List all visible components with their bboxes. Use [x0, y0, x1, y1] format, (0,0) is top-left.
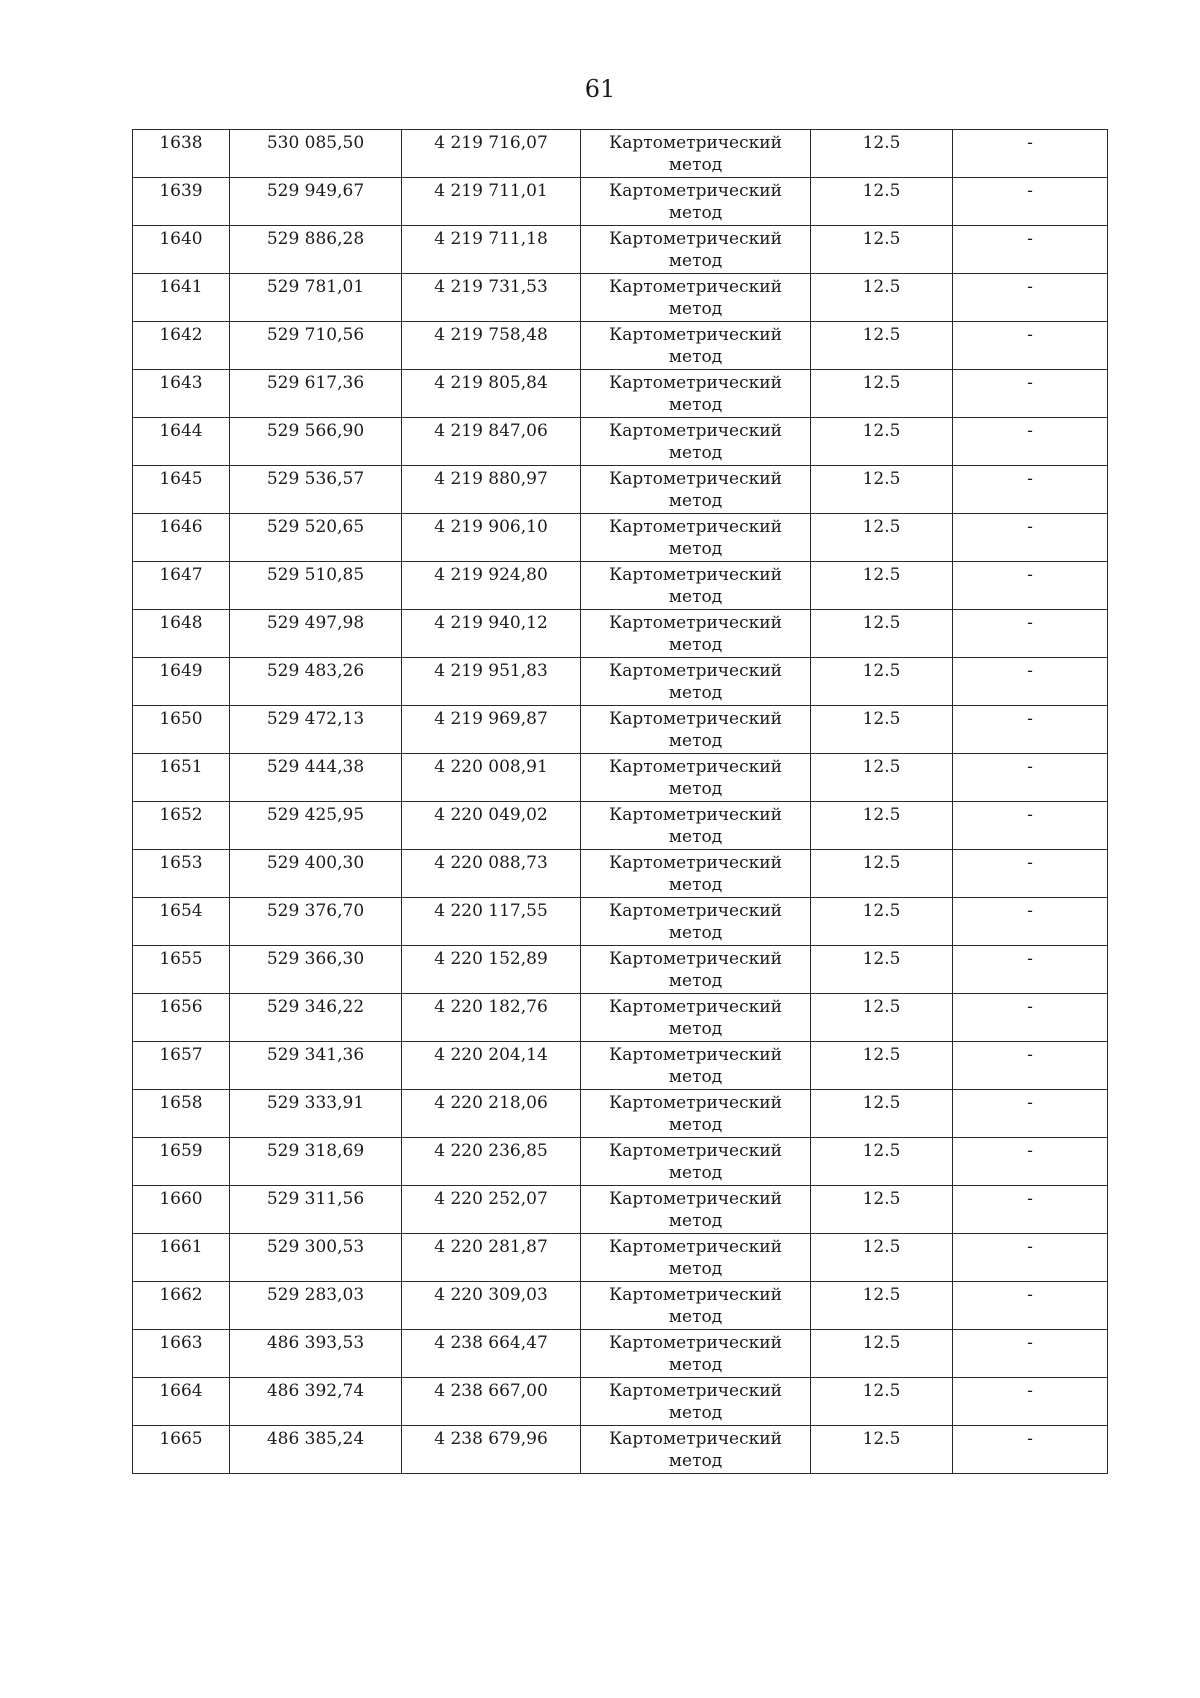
- method-cell: Картометрический метод: [581, 610, 811, 658]
- table-row: [133, 1090, 1108, 1138]
- point-number-cell: 1659: [133, 1138, 230, 1186]
- table-row: [133, 850, 1108, 898]
- note-cell: -: [953, 178, 1108, 226]
- x-coordinate-cell: 529 710,56: [230, 322, 402, 370]
- y-coordinate-cell: 4 219 758,48: [402, 322, 581, 370]
- accuracy-cell: 12.5: [811, 466, 953, 514]
- table-row: [133, 418, 1108, 466]
- table-row: [133, 1186, 1108, 1234]
- accuracy-cell: 12.5: [811, 1090, 953, 1138]
- method-cell: Картометрический метод: [581, 658, 811, 706]
- point-number-cell: 1661: [133, 1234, 230, 1282]
- y-coordinate-cell: 4 219 880,97: [402, 466, 581, 514]
- accuracy-cell: 12.5: [811, 1138, 953, 1186]
- y-coordinate-cell: 4 219 731,53: [402, 274, 581, 322]
- point-number-cell: 1665: [133, 1426, 230, 1474]
- x-coordinate-cell: 486 392,74: [230, 1378, 402, 1426]
- accuracy-cell: 12.5: [811, 274, 953, 322]
- y-coordinate-cell: 4 238 667,00: [402, 1378, 581, 1426]
- table-row: [133, 1330, 1108, 1378]
- accuracy-cell: 12.5: [811, 1186, 953, 1234]
- accuracy-cell: 12.5: [811, 1426, 953, 1474]
- x-coordinate-cell: 529 497,98: [230, 610, 402, 658]
- note-cell: -: [953, 658, 1108, 706]
- accuracy-cell: 12.5: [811, 418, 953, 466]
- accuracy-cell: 12.5: [811, 322, 953, 370]
- table-row: [133, 130, 1108, 178]
- point-number-cell: 1660: [133, 1186, 230, 1234]
- accuracy-cell: 12.5: [811, 1378, 953, 1426]
- accuracy-cell: 12.5: [811, 130, 953, 178]
- table-row: [133, 994, 1108, 1042]
- note-cell: -: [953, 130, 1108, 178]
- method-cell: Картометрический метод: [581, 370, 811, 418]
- table-row: [133, 898, 1108, 946]
- method-cell: Картометрический метод: [581, 1330, 811, 1378]
- method-cell: Картометрический метод: [581, 178, 811, 226]
- point-number-cell: 1653: [133, 850, 230, 898]
- y-coordinate-cell: 4 219 924,80: [402, 562, 581, 610]
- table-row: [133, 802, 1108, 850]
- table-row: [133, 946, 1108, 994]
- y-coordinate-cell: 4 220 252,07: [402, 1186, 581, 1234]
- table-row: [133, 1378, 1108, 1426]
- coordinates-table-body: [133, 130, 1108, 1474]
- y-coordinate-cell: 4 219 969,87: [402, 706, 581, 754]
- point-number-cell: 1651: [133, 754, 230, 802]
- x-coordinate-cell: 529 283,03: [230, 1282, 402, 1330]
- accuracy-cell: 12.5: [811, 754, 953, 802]
- note-cell: -: [953, 370, 1108, 418]
- note-cell: -: [953, 466, 1108, 514]
- y-coordinate-cell: 4 238 664,47: [402, 1330, 581, 1378]
- point-number-cell: 1648: [133, 610, 230, 658]
- y-coordinate-cell: 4 220 236,85: [402, 1138, 581, 1186]
- point-number-cell: 1641: [133, 274, 230, 322]
- y-coordinate-cell: 4 220 182,76: [402, 994, 581, 1042]
- accuracy-cell: 12.5: [811, 898, 953, 946]
- note-cell: -: [953, 1282, 1108, 1330]
- y-coordinate-cell: 4 238 679,96: [402, 1426, 581, 1474]
- table-row: [133, 1042, 1108, 1090]
- y-coordinate-cell: 4 219 847,06: [402, 418, 581, 466]
- y-coordinate-cell: 4 220 152,89: [402, 946, 581, 994]
- method-cell: Картометрический метод: [581, 802, 811, 850]
- y-coordinate-cell: 4 220 049,02: [402, 802, 581, 850]
- method-cell: Картометрический метод: [581, 562, 811, 610]
- x-coordinate-cell: 529 510,85: [230, 562, 402, 610]
- point-number-cell: 1654: [133, 898, 230, 946]
- x-coordinate-cell: 529 483,26: [230, 658, 402, 706]
- method-cell: Картометрический метод: [581, 1186, 811, 1234]
- accuracy-cell: 12.5: [811, 946, 953, 994]
- accuracy-cell: 12.5: [811, 1042, 953, 1090]
- y-coordinate-cell: 4 220 008,91: [402, 754, 581, 802]
- note-cell: -: [953, 898, 1108, 946]
- method-cell: Картометрический метод: [581, 754, 811, 802]
- accuracy-cell: 12.5: [811, 1330, 953, 1378]
- accuracy-cell: 12.5: [811, 706, 953, 754]
- x-coordinate-cell: 529 444,38: [230, 754, 402, 802]
- note-cell: -: [953, 706, 1108, 754]
- point-number-cell: 1647: [133, 562, 230, 610]
- note-cell: -: [953, 1090, 1108, 1138]
- method-cell: Картометрический метод: [581, 1282, 811, 1330]
- point-number-cell: 1646: [133, 514, 230, 562]
- method-cell: Картометрический метод: [581, 226, 811, 274]
- point-number-cell: 1649: [133, 658, 230, 706]
- table-row: [133, 1282, 1108, 1330]
- point-number-cell: 1662: [133, 1282, 230, 1330]
- y-coordinate-cell: 4 220 088,73: [402, 850, 581, 898]
- method-cell: Картометрический метод: [581, 130, 811, 178]
- accuracy-cell: 12.5: [811, 1234, 953, 1282]
- coordinates-table: [132, 129, 1108, 1474]
- accuracy-cell: 12.5: [811, 1282, 953, 1330]
- y-coordinate-cell: 4 219 906,10: [402, 514, 581, 562]
- method-cell: Картометрический метод: [581, 1090, 811, 1138]
- y-coordinate-cell: 4 219 951,83: [402, 658, 581, 706]
- x-coordinate-cell: 486 385,24: [230, 1426, 402, 1474]
- note-cell: -: [953, 754, 1108, 802]
- method-cell: Картометрический метод: [581, 1042, 811, 1090]
- x-coordinate-cell: 529 536,57: [230, 466, 402, 514]
- note-cell: -: [953, 850, 1108, 898]
- point-number-cell: 1655: [133, 946, 230, 994]
- note-cell: -: [953, 1330, 1108, 1378]
- x-coordinate-cell: 486 393,53: [230, 1330, 402, 1378]
- x-coordinate-cell: 529 346,22: [230, 994, 402, 1042]
- point-number-cell: 1656: [133, 994, 230, 1042]
- x-coordinate-cell: 529 949,67: [230, 178, 402, 226]
- note-cell: -: [953, 226, 1108, 274]
- note-cell: -: [953, 1042, 1108, 1090]
- table-row: [133, 1426, 1108, 1474]
- table-row: [133, 370, 1108, 418]
- table-row: [133, 226, 1108, 274]
- x-coordinate-cell: 529 341,36: [230, 1042, 402, 1090]
- accuracy-cell: 12.5: [811, 226, 953, 274]
- accuracy-cell: 12.5: [811, 514, 953, 562]
- y-coordinate-cell: 4 219 940,12: [402, 610, 581, 658]
- point-number-cell: 1657: [133, 1042, 230, 1090]
- accuracy-cell: 12.5: [811, 178, 953, 226]
- point-number-cell: 1652: [133, 802, 230, 850]
- x-coordinate-cell: 529 520,65: [230, 514, 402, 562]
- note-cell: -: [953, 562, 1108, 610]
- accuracy-cell: 12.5: [811, 850, 953, 898]
- accuracy-cell: 12.5: [811, 370, 953, 418]
- note-cell: -: [953, 1234, 1108, 1282]
- x-coordinate-cell: 529 781,01: [230, 274, 402, 322]
- x-coordinate-cell: 529 617,36: [230, 370, 402, 418]
- x-coordinate-cell: 529 400,30: [230, 850, 402, 898]
- accuracy-cell: 12.5: [811, 658, 953, 706]
- method-cell: Картометрический метод: [581, 994, 811, 1042]
- x-coordinate-cell: 530 085,50: [230, 130, 402, 178]
- table-row: [133, 754, 1108, 802]
- method-cell: Картометрический метод: [581, 1378, 811, 1426]
- table-row: [133, 466, 1108, 514]
- note-cell: -: [953, 418, 1108, 466]
- table-row: [133, 178, 1108, 226]
- x-coordinate-cell: 529 333,91: [230, 1090, 402, 1138]
- method-cell: Картометрический метод: [581, 706, 811, 754]
- x-coordinate-cell: 529 566,90: [230, 418, 402, 466]
- x-coordinate-cell: 529 366,30: [230, 946, 402, 994]
- table-row: [133, 658, 1108, 706]
- y-coordinate-cell: 4 220 204,14: [402, 1042, 581, 1090]
- note-cell: -: [953, 994, 1108, 1042]
- point-number-cell: 1638: [133, 130, 230, 178]
- point-number-cell: 1663: [133, 1330, 230, 1378]
- note-cell: -: [953, 610, 1108, 658]
- note-cell: -: [953, 1138, 1108, 1186]
- page-number: 61: [584, 75, 616, 103]
- point-number-cell: 1640: [133, 226, 230, 274]
- note-cell: -: [953, 946, 1108, 994]
- x-coordinate-cell: 529 472,13: [230, 706, 402, 754]
- method-cell: Картометрический метод: [581, 1138, 811, 1186]
- y-coordinate-cell: 4 220 281,87: [402, 1234, 581, 1282]
- accuracy-cell: 12.5: [811, 610, 953, 658]
- method-cell: Картометрический метод: [581, 1426, 811, 1474]
- y-coordinate-cell: 4 219 805,84: [402, 370, 581, 418]
- y-coordinate-cell: 4 219 711,01: [402, 178, 581, 226]
- y-coordinate-cell: 4 219 716,07: [402, 130, 581, 178]
- method-cell: Картометрический метод: [581, 850, 811, 898]
- note-cell: -: [953, 1426, 1108, 1474]
- table-row: [133, 562, 1108, 610]
- y-coordinate-cell: 4 220 218,06: [402, 1090, 581, 1138]
- method-cell: Картометрический метод: [581, 322, 811, 370]
- point-number-cell: 1658: [133, 1090, 230, 1138]
- note-cell: -: [953, 1186, 1108, 1234]
- accuracy-cell: 12.5: [811, 994, 953, 1042]
- method-cell: Картометрический метод: [581, 418, 811, 466]
- table-row: [133, 610, 1108, 658]
- y-coordinate-cell: 4 220 309,03: [402, 1282, 581, 1330]
- x-coordinate-cell: 529 376,70: [230, 898, 402, 946]
- method-cell: Картометрический метод: [581, 946, 811, 994]
- method-cell: Картометрический метод: [581, 514, 811, 562]
- point-number-cell: 1664: [133, 1378, 230, 1426]
- point-number-cell: 1644: [133, 418, 230, 466]
- note-cell: -: [953, 1378, 1108, 1426]
- x-coordinate-cell: 529 886,28: [230, 226, 402, 274]
- point-number-cell: 1642: [133, 322, 230, 370]
- accuracy-cell: 12.5: [811, 562, 953, 610]
- x-coordinate-cell: 529 318,69: [230, 1138, 402, 1186]
- point-number-cell: 1645: [133, 466, 230, 514]
- method-cell: Картометрический метод: [581, 466, 811, 514]
- x-coordinate-cell: 529 425,95: [230, 802, 402, 850]
- accuracy-cell: 12.5: [811, 802, 953, 850]
- table-row: [133, 706, 1108, 754]
- note-cell: -: [953, 802, 1108, 850]
- table-row: [133, 274, 1108, 322]
- note-cell: -: [953, 322, 1108, 370]
- method-cell: Картометрический метод: [581, 274, 811, 322]
- table-row: [133, 514, 1108, 562]
- method-cell: Картометрический метод: [581, 1234, 811, 1282]
- y-coordinate-cell: 4 220 117,55: [402, 898, 581, 946]
- point-number-cell: 1650: [133, 706, 230, 754]
- point-number-cell: 1643: [133, 370, 230, 418]
- note-cell: -: [953, 514, 1108, 562]
- table-row: [133, 322, 1108, 370]
- table-row: [133, 1138, 1108, 1186]
- method-cell: Картометрический метод: [581, 898, 811, 946]
- note-cell: -: [953, 274, 1108, 322]
- x-coordinate-cell: 529 300,53: [230, 1234, 402, 1282]
- table-row: [133, 1234, 1108, 1282]
- x-coordinate-cell: 529 311,56: [230, 1186, 402, 1234]
- y-coordinate-cell: 4 219 711,18: [402, 226, 581, 274]
- point-number-cell: 1639: [133, 178, 230, 226]
